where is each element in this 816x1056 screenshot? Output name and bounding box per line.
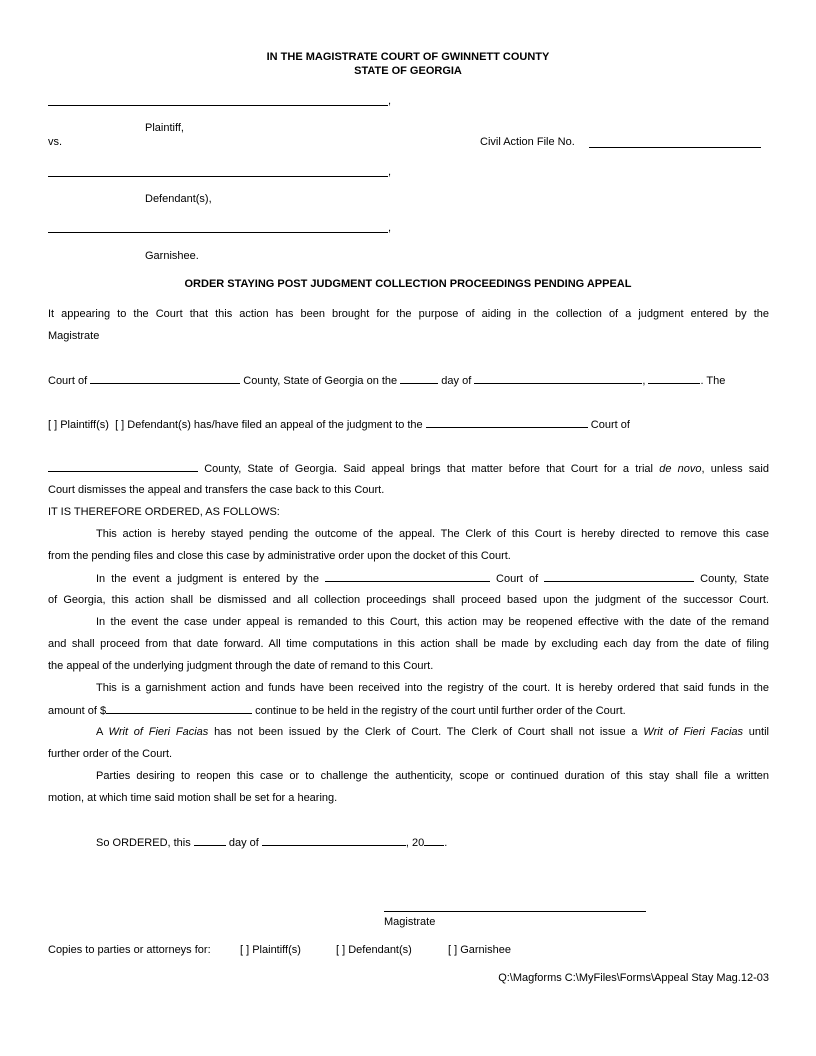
remand-line-2: and shall proceed from that date forward. All time computations in this action shall be made by excluding each day from the date of filing bbox=[48, 638, 769, 650]
successor-court-blank bbox=[325, 571, 490, 582]
copies-garnishee-checkbox[interactable]: [ ] Garnishee bbox=[448, 944, 511, 956]
plaintiff-comma: , bbox=[388, 95, 392, 107]
appeal-filed-line bbox=[48, 417, 630, 432]
order-day-of-label: day of bbox=[228, 837, 259, 849]
stay-line-2: from the pending files and close this case by administrative order upon the docket of this Court. bbox=[48, 550, 511, 562]
garnishee-comma: , bbox=[388, 222, 392, 234]
writ-italic-2: Writ of Fieri Facias bbox=[643, 726, 744, 738]
garnishment-rest: continue to be held in the registry of the court until further order of the Court. bbox=[255, 705, 626, 717]
reopen-line-2: motion, at which time said motion shall be set for a hearing. bbox=[48, 792, 338, 804]
reopen-line-1: Parties desiring to reopen this case or to challenge the authenticity, scope or continued duration of this stay shall file a written bbox=[96, 770, 769, 782]
county-state-label: County, State of Georgia on the bbox=[243, 375, 398, 387]
order-period: . bbox=[444, 837, 448, 849]
writ-italic-1: Writ of Fieri Facias bbox=[108, 726, 209, 738]
the-label: . The bbox=[700, 375, 726, 387]
therefore-ordered: IT IS THEREFORE ORDERED, AS FOLLOWS: bbox=[48, 506, 280, 518]
order-title: ORDER STAYING POST JUDGMENT COLLECTION PROCEEDINGS PENDING APPEAL bbox=[184, 278, 632, 290]
de-novo-text-a: County, State of Georgia. Said appeal brings that matter before that Court for a trial bbox=[204, 463, 653, 475]
de-novo-italic: de novo bbox=[659, 463, 702, 475]
remand-line-1: In the event the case under appeal is remanded to this Court, this action may be reopened effective with the date of the remand bbox=[96, 616, 769, 628]
so-ordered-label: So ORDERED, this bbox=[96, 837, 191, 849]
order-year-prefix: , 20 bbox=[405, 837, 425, 849]
plaintiffs-checkbox-label[interactable]: [ ] Plaintiff(s) bbox=[48, 419, 109, 431]
court-of-line bbox=[48, 373, 725, 388]
judgment-text-a: In the event a judgment is entered by the bbox=[96, 573, 320, 585]
appeal-county-blank bbox=[48, 461, 198, 472]
judgment-text-b: Court of bbox=[496, 573, 539, 585]
remand-line-3: the appeal of the underlying judgment through the date of remand to this Court. bbox=[48, 660, 434, 672]
amount-blank bbox=[106, 703, 252, 714]
defendant-comma: , bbox=[388, 166, 392, 178]
footer-file-path: Q:\Magforms C:\MyFiles\Forms\Appeal Stay Mag.12-03 bbox=[498, 972, 769, 984]
judgment-line-2: of Georgia, this action shall be dismissed and all collection proceedings shall proceed based upon the judgment of the successor Court. bbox=[48, 594, 769, 606]
civil-action-label: Civil Action File No. bbox=[480, 136, 575, 148]
garnishment-line-1: This is a garnishment action and funds have been received into the registry of the court. It is hereby ordered that said funds in the bbox=[96, 682, 769, 694]
lower-court-blank bbox=[90, 373, 240, 384]
garnishment-line-2 bbox=[48, 703, 626, 718]
defendant-name-line bbox=[48, 176, 388, 177]
vs-label: vs. bbox=[48, 136, 63, 148]
defendants-checkbox-label[interactable]: [ ] Defendant(s) has/have filed an appeal of the judgment to the bbox=[115, 419, 423, 431]
month-comma: , bbox=[642, 375, 646, 387]
civil-action-number-line bbox=[589, 147, 761, 148]
copies-plaintiff-checkbox[interactable]: [ ] Plaintiff(s) bbox=[240, 944, 301, 956]
defendant-label: Defendant(s), bbox=[145, 193, 212, 205]
court-of-label: Court of bbox=[48, 375, 88, 387]
day-blank bbox=[400, 373, 438, 384]
de-novo-line bbox=[48, 461, 769, 476]
judgment-line-1 bbox=[48, 571, 769, 586]
intro-line-1: It appearing to the Court that this action has been brought for the purpose of aiding in the collection of a judgment entered by the bbox=[48, 308, 769, 320]
garnishee-name-line bbox=[48, 232, 388, 233]
writ-text-a: A bbox=[96, 726, 103, 738]
garnishee-label: Garnishee. bbox=[145, 250, 199, 262]
dismiss-line: Court dismisses the appeal and transfers the case back to this Court. bbox=[48, 484, 385, 496]
month-blank bbox=[474, 373, 642, 384]
appeal-court-blank bbox=[426, 417, 588, 428]
copies-defendant-checkbox[interactable]: [ ] Defendant(s) bbox=[336, 944, 412, 956]
successor-county-blank bbox=[544, 571, 694, 582]
plaintiff-label: Plaintiff, bbox=[145, 122, 184, 134]
day-of-label: day of bbox=[441, 375, 472, 387]
court-heading: IN THE MAGISTRATE COURT OF GWINNETT COUNTY bbox=[266, 51, 550, 63]
de-novo-text-b: , unless said bbox=[701, 463, 769, 475]
amount-label: amount of $ bbox=[48, 705, 107, 717]
judgment-text-c: County, State bbox=[700, 573, 769, 585]
intro-line-2: Magistrate bbox=[48, 330, 100, 342]
appeal-court-of-label: Court of bbox=[590, 419, 630, 431]
state-heading: STATE OF GEORGIA bbox=[354, 65, 462, 77]
magistrate-signature-line bbox=[384, 911, 646, 912]
so-ordered-line bbox=[96, 835, 447, 850]
writ-text-c: until bbox=[748, 726, 769, 738]
writ-line-1 bbox=[48, 725, 769, 739]
copies-label: Copies to parties or attorneys for: bbox=[48, 944, 211, 956]
writ-line-2: further order of the Court. bbox=[48, 748, 173, 760]
writ-text-b: has not been issued by the Clerk of Court. The Clerk of Court shall not issue a bbox=[214, 726, 638, 738]
order-year-blank bbox=[424, 835, 444, 846]
order-day-blank bbox=[194, 835, 226, 846]
magistrate-label: Magistrate bbox=[384, 916, 436, 928]
order-month-blank bbox=[262, 835, 406, 846]
stay-line-1: This action is hereby stayed pending the outcome of the appeal. The Clerk of this Court is hereby directed to remove this case bbox=[96, 528, 769, 540]
year-blank bbox=[648, 373, 700, 384]
plaintiff-name-line bbox=[48, 105, 388, 106]
